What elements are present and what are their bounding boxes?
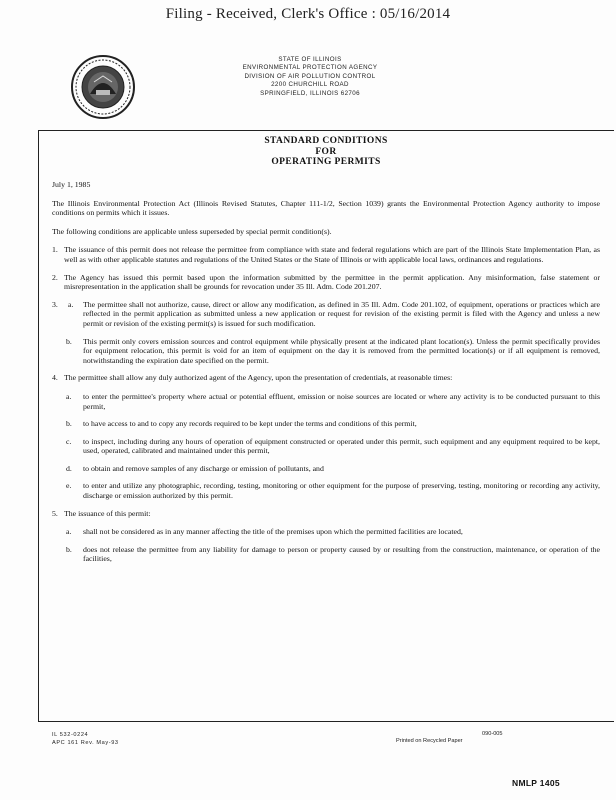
title-line-3: OPERATING PERMITS [271, 157, 381, 168]
intro-paragraph: The Illinois Environmental Protection Act (Illinois Revised Statutes, Chapter 111-1/2, Section 1039) grants the Environmental Protection Agency authority to impose conditions on permits which it issues. [52, 198, 600, 218]
subcondition-letter: c. [66, 436, 72, 446]
condition-4b [52, 419, 600, 429]
subcondition-letter: b. [66, 544, 72, 554]
agency-line-3: DIVISION OF AIR POLLUTION CONTROL [244, 72, 376, 80]
subcondition-letter: e. [66, 481, 72, 491]
form-code-2: APC 161 Rev. May-93 [52, 740, 119, 746]
recycled-paper-note: Printed on Recycled Paper [396, 738, 463, 744]
condition-4a [52, 392, 600, 411]
state-seal-icon [70, 54, 136, 120]
applicability-paragraph: The following conditions are applicable unless superseded by special permit condition(s). [52, 226, 332, 236]
condition-text: The issuance of this permit does not release the permittee from compliance with state and federal regulations which are part of the Illinois State Implementation Plan, as well as with other applicable statutes and regulations of the United States or the State of Illinois or with applicable local laws, ordinances and regulations. [64, 245, 600, 264]
condition-4 [52, 373, 600, 383]
subcondition-text: to enter the permittee's property where actual or potential effluent, emission or noise sources are located or where any activity is to be conducted pursuant to this permit, [83, 391, 600, 411]
bates-number: NMLP 1405 [512, 778, 560, 788]
condition-text: The permittee shall allow any duly authorized agent of the Agency, upon the presentation of credentials, at reasonable times: [64, 373, 453, 383]
form-codes [52, 731, 119, 747]
condition-5a [52, 527, 600, 537]
subcondition-letter: b. [66, 419, 72, 429]
title-line-1: STANDARD CONDITIONS [264, 136, 388, 146]
condition-text: The Agency has issued this permit based upon the information submitted by the permittee in the permit application. Any misinformation, false statement or misrepresentation in the application shall be grounds for revocation under 35 Ill. Adm. Code 201.207. [64, 272, 600, 292]
subcondition-text: The permittee shall not authorize, cause, direct or allow any modification, as defined in 35 Ill. Adm. Code 201.102, of equipment, operations or practices which are reflected in the permit application as submitted unless a new application or request for revision of the existing permit is filed with the Agency and unless a new permit or revision of the existing permit(s) is issued for such modification. [83, 299, 600, 328]
condition-1 [52, 245, 600, 264]
agency-address [200, 56, 420, 98]
agency-line-5: SPRINGFIELD, ILLINOIS 62706 [260, 89, 360, 97]
filing-stamp: Filing - Received, Clerk's Office : 05/16/2014 [165, 6, 451, 22]
subcondition-letter: a. [66, 527, 72, 537]
condition-4c [52, 437, 600, 456]
agency-line-4: 2200 CHURCHILL ROAD [271, 81, 349, 89]
subcondition-letter: a. [66, 391, 72, 401]
agency-line-2: ENVIRONMENTAL PROTECTION AGENCY [242, 64, 378, 72]
document-body [52, 180, 600, 572]
subcondition-letter: d. [66, 463, 72, 473]
title-line-2: FOR [315, 146, 337, 157]
condition-3b [52, 337, 600, 366]
condition-number: 2. [52, 272, 58, 282]
subcondition-text: to enter and utilize any photographic, recording, testing, monitoring or other equipment for the purpose of preserving, testing, monitoring or recording any activity, discharge or emission authorized by this permit. [83, 481, 600, 501]
subcondition-text: to obtain and remove samples of any discharge or emission of pollutants, and [83, 463, 324, 473]
condition-4e [52, 481, 600, 500]
condition-5 [52, 509, 600, 519]
subcondition-text: to have access to and to copy any records required to be kept under the terms and conditions of this permit, [83, 419, 417, 429]
subcondition-letter: a. [68, 299, 74, 309]
condition-number: 4. [52, 373, 58, 383]
condition-text: The issuance of this permit: [64, 508, 151, 518]
document-date: July 1, 1985 [52, 180, 91, 189]
document-code: 090-005 [482, 731, 503, 737]
condition-number: 3. [52, 299, 58, 309]
subcondition-text: to inspect, including during any hours of operation of equipment constructed or operated under this permit, such equipment and any equipment required to be kept, used, operated, calibrated and maintained under this permit, [83, 436, 600, 456]
subcondition-letter: b. [66, 336, 72, 346]
condition-5b [52, 545, 600, 564]
condition-2 [52, 273, 600, 292]
subcondition-text: does not release the permittee from any liability for damage to person or property caused by or resulting from the construction, maintenance, or operation of the facilities, [83, 544, 600, 564]
document-title [38, 136, 614, 168]
condition-number: 5. [52, 508, 58, 518]
agency-line-1: STATE OF ILLINOIS [278, 56, 342, 63]
condition-3a [52, 300, 600, 329]
subcondition-text: This permit only covers emission sources and control equipment while physically present at the indicated plant location(s). Unless the permit specifically provides for equipment relocation, this permit is void for an item of equipment on the day it is removed from the permitted location(s) or if all equipment is removed, notwithstanding the expiration date specified on the permit. [83, 336, 600, 365]
condition-4d [52, 464, 600, 474]
condition-number: 1. [52, 245, 58, 255]
form-code-1: IL 532-0224 [52, 732, 89, 738]
subcondition-text: shall not be considered as in any manner affecting the title of the premises upon which the permitted facilities are located, [83, 527, 463, 537]
